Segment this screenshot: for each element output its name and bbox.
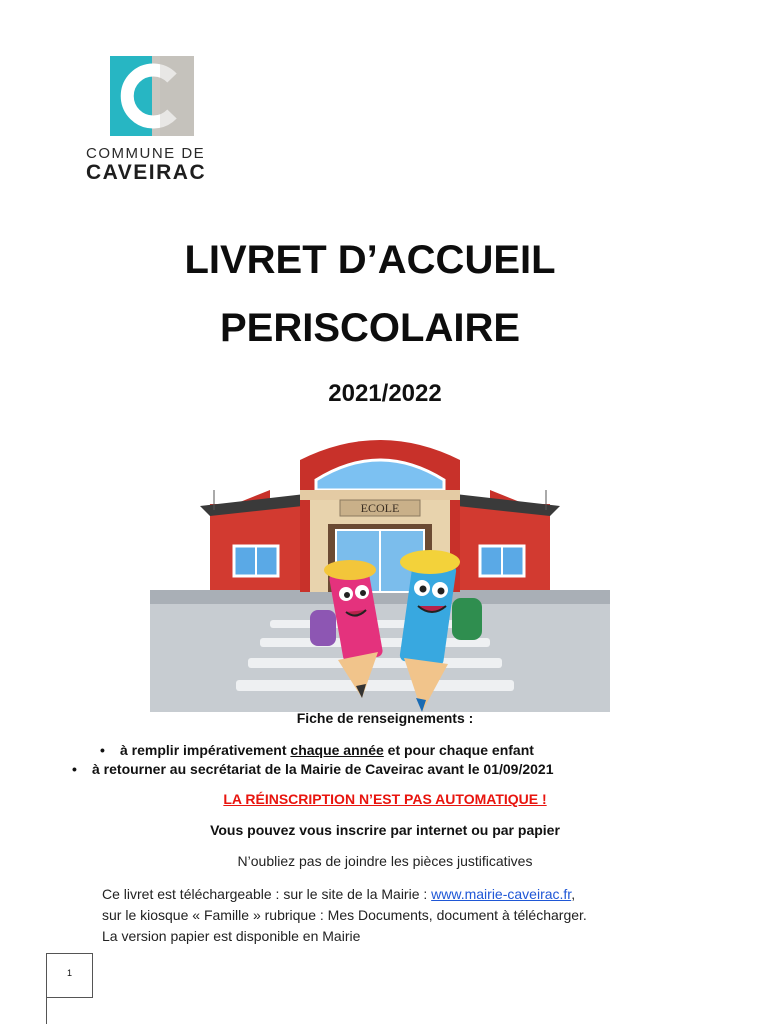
school-year: 2021/2022	[328, 380, 442, 407]
page-number: 1	[66, 968, 72, 978]
instruction-bullet-1	[100, 742, 534, 758]
download-info-line1	[102, 886, 575, 902]
commune-logo	[82, 50, 232, 185]
download-info-line3: La version papier est disponible en Mairie	[102, 928, 361, 944]
form-heading: Fiche de renseignements :	[296, 710, 474, 726]
school-sign: ECOLE	[360, 501, 400, 515]
download-info-text: Ce livret est téléchargeable : sur le site de la Mairie :	[102, 886, 432, 902]
bullet1-underlined-text: chaque année	[290, 742, 384, 758]
bullet-marker: •	[100, 742, 105, 758]
mairie-website-link[interactable]: www.mairie-caveirac.fr	[431, 886, 572, 902]
download-info-comma: ,	[571, 886, 576, 902]
page-number-box	[46, 953, 93, 998]
download-info-line2: sur le kiosque « Famille » rubrique : Mes Documents, document à télécharger.	[102, 907, 587, 923]
document-title-line1: LIVRET D’ACCUEIL	[184, 238, 556, 282]
page-margin-line	[46, 996, 47, 1024]
instruction-bullet-2	[72, 761, 553, 777]
logo-text-commune: COMMUNE DE	[86, 145, 206, 162]
bullet1-text-pre: à remplir impérativement	[120, 742, 291, 758]
school-illustration	[150, 420, 610, 712]
logo-text-caveirac: CAVEIRAC	[86, 161, 207, 184]
bullet-marker: •	[72, 761, 77, 777]
bullet2-text: à retourner au secrétariat de la Mairie de Caveirac avant le 01/09/2021	[92, 761, 554, 777]
bullet1-text-post: et pour chaque enfant	[383, 742, 534, 758]
document-title-line2: PERISCOLAIRE	[219, 306, 521, 350]
documents-reminder: N’oubliez pas de joindre les pièces justificatives	[237, 853, 533, 869]
reinscription-warning: LA RÉINSCRIPTION N’EST PAS AUTOMATIQUE !	[223, 791, 547, 807]
inscription-methods: Vous pouvez vous inscrire par internet ou par papier	[210, 822, 560, 838]
caveirac-c-logo-icon	[110, 56, 194, 136]
